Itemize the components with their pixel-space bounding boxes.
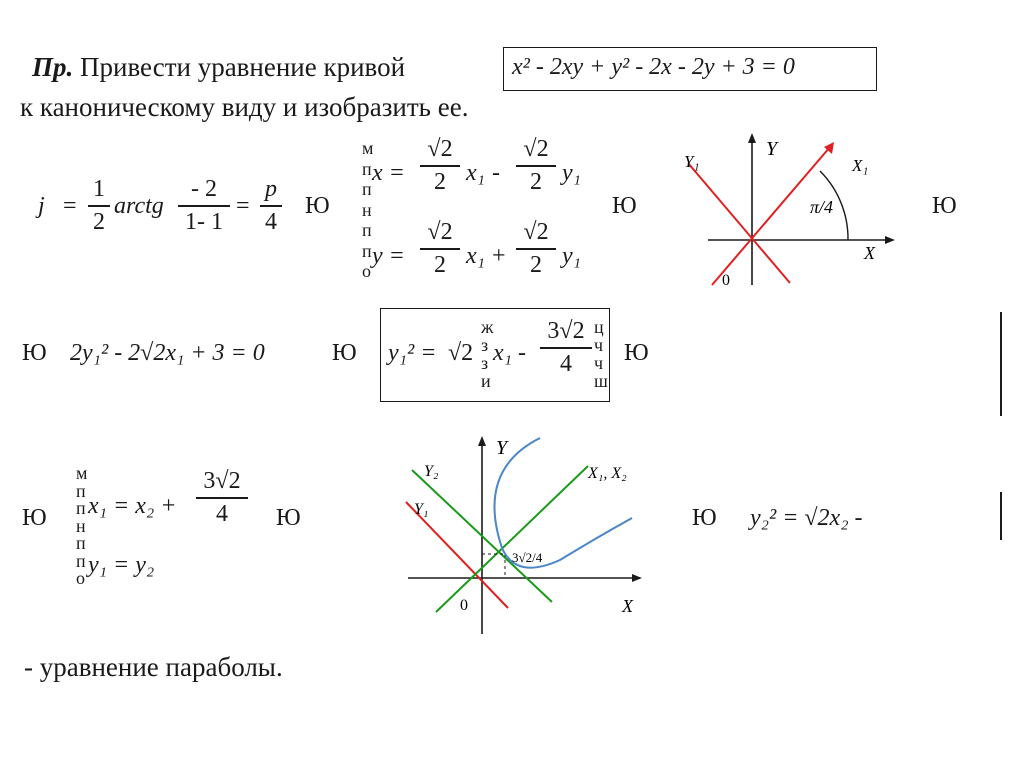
shift-x-eq: x₁ = x₂ +: [88, 493, 177, 519]
problem-label: Пр.: [32, 52, 74, 82]
right-paren: ц ч ч ш: [594, 317, 608, 391]
problem-statement-line1: [32, 52, 405, 83]
result-fraction: [260, 176, 282, 236]
half-fraction: [88, 176, 110, 236]
x1-axis-label: X₁: [852, 156, 869, 175]
origin-label: 0: [460, 597, 468, 614]
final-canonical-equation: y₂² = √2x₂ -: [750, 505, 863, 531]
shift-brace: м п п н п п о: [76, 463, 88, 588]
parabola-curve: [494, 438, 632, 568]
implies-arrow: Ю: [22, 340, 47, 366]
half-den: 2: [93, 208, 105, 235]
x-axis-arrowhead: [632, 574, 642, 582]
y1-axis: [688, 163, 790, 283]
shift-label: 3√2/4: [512, 550, 543, 565]
x-axis-arrowhead: [885, 236, 895, 244]
x-axis-label: X: [622, 596, 633, 616]
arctg-fn: arctg: [114, 193, 164, 219]
phi-symbol: j: [38, 193, 45, 219]
curve-equation-box: [503, 47, 877, 91]
rotation-axes-plot: [684, 125, 920, 295]
x1-x2-axis-label: X₁, X₂: [588, 465, 627, 482]
rot-x1-2: x₁: [466, 243, 485, 269]
boxed-lhs: y₁² =: [388, 340, 437, 366]
y2-axis-label: Y₂: [424, 463, 439, 480]
rot-frac-4: √2 2: [516, 219, 556, 279]
equals-sign-2: =: [236, 193, 250, 219]
implies-arrow: Ю: [612, 193, 637, 219]
right-divider-2: [1000, 492, 1002, 540]
rot-minus: -: [492, 160, 500, 186]
inner-den: 1- 1: [185, 208, 223, 235]
implies-arrow: Ю: [624, 340, 649, 366]
boxed-frac: 3√2 4: [540, 318, 592, 378]
shift-y-eq: y₁ = y₂: [88, 552, 155, 578]
y1-axis-label: Y₁: [684, 152, 700, 171]
rot-y1-1: y₁: [562, 160, 581, 186]
rotation-brace: м п п н п п о: [362, 138, 374, 281]
x-axis-label: X: [864, 243, 875, 263]
implies-arrow: Ю: [22, 505, 47, 531]
rot-plus: +: [492, 243, 506, 269]
y-axis-arrowhead: [478, 436, 486, 446]
parabola-plot: [400, 430, 660, 635]
problem-statement-line2: к каноническому виду и изобразить ее.: [20, 92, 469, 122]
boxed-sqrt: √2: [448, 340, 474, 366]
result-den: 4: [265, 208, 277, 235]
rotation-x-lhs: x =: [372, 160, 405, 186]
implies-arrow: Ю: [276, 505, 301, 531]
rot-frac-3: √2 2: [420, 219, 460, 279]
equals-sign: =: [63, 193, 77, 219]
implies-arrow: Ю: [332, 340, 357, 366]
rot-frac-2: √2 2: [516, 136, 556, 196]
boxed-x1: x₁ -: [493, 340, 526, 366]
rot-x1-1: x₁: [466, 160, 485, 186]
y-axis-label: Y: [766, 138, 778, 160]
rotation-y-lhs: y =: [372, 243, 405, 269]
x1-x2-axis: [436, 466, 588, 612]
result-num: p: [265, 176, 277, 202]
origin-label: 0: [722, 272, 730, 289]
rotated-equation: 2y₁² - 2√2x₁ + 3 = 0: [70, 340, 265, 366]
left-paren: ж з з и: [481, 317, 494, 391]
right-divider-1: [1000, 312, 1002, 416]
y-axis-label: Y: [496, 437, 508, 459]
implies-arrow: Ю: [305, 193, 330, 219]
y1-axis-label: Y₁: [414, 501, 429, 518]
angle-label: π/4: [810, 197, 834, 217]
problem-text-1: Привести уравнение кривой: [80, 52, 406, 82]
implies-arrow: Ю: [932, 193, 957, 219]
half-num: 1: [93, 176, 105, 202]
conclusion-text: - уравнение параболы.: [24, 652, 283, 682]
inner-num: - 2: [191, 176, 217, 202]
curve-equation: x² - 2xy + y² - 2x - 2y + 3 = 0: [512, 54, 795, 80]
implies-arrow: Ю: [692, 505, 717, 531]
shift-frac: 3√2 4: [196, 468, 248, 528]
inner-fraction: [178, 176, 230, 236]
rot-y1-2: y₁: [562, 243, 581, 269]
y-axis-arrowhead: [748, 133, 756, 143]
rot-frac-1: √2 2: [420, 136, 460, 196]
